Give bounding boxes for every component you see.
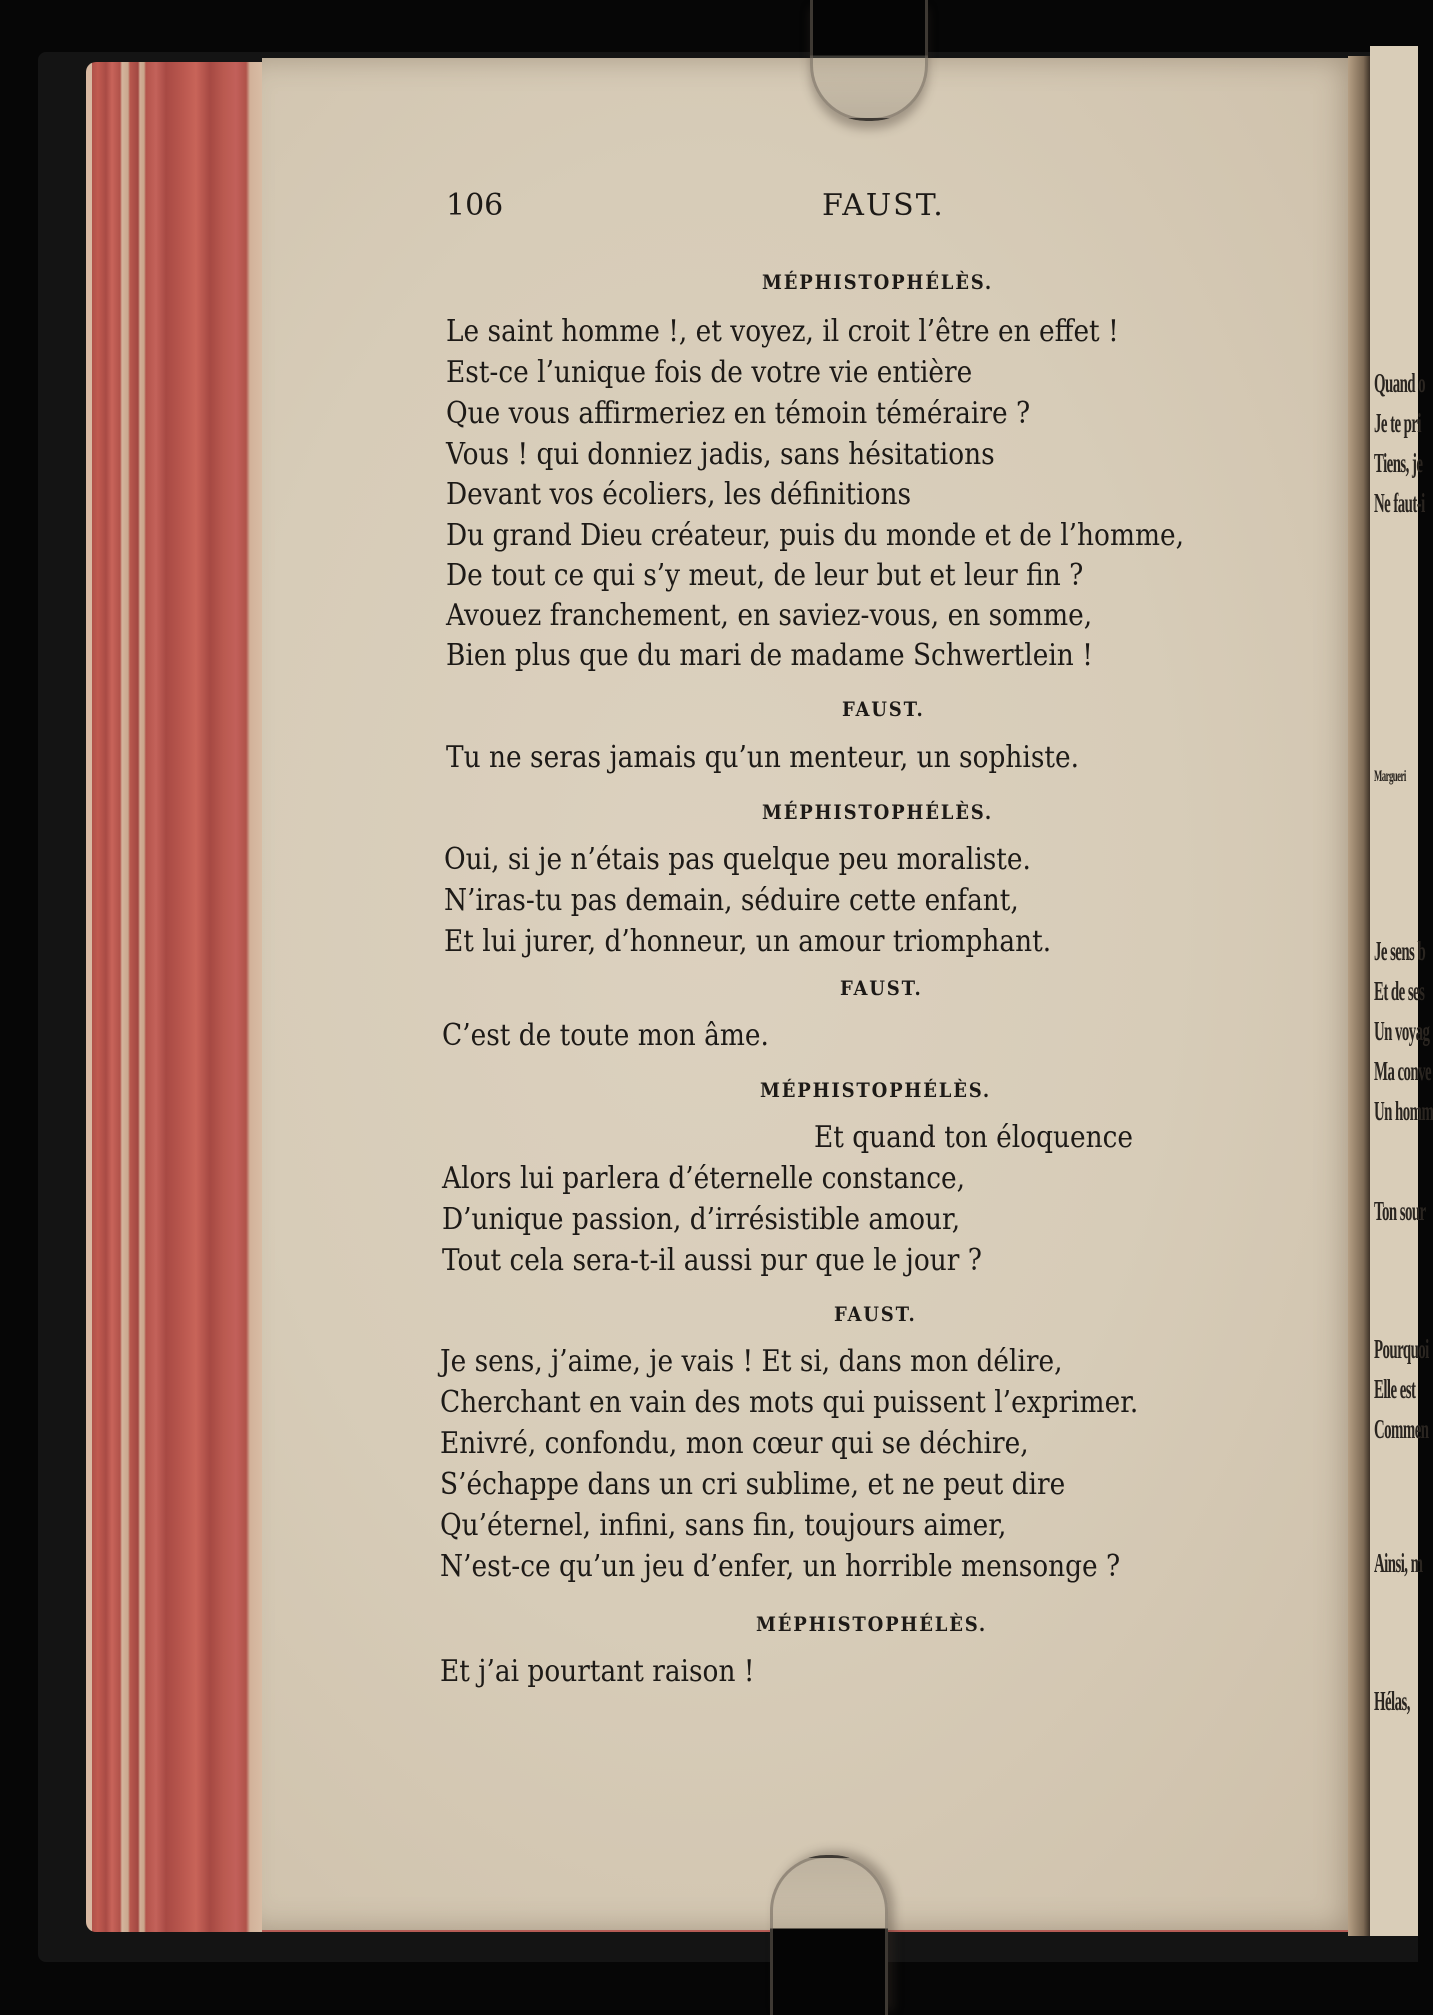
verse-line: Devant vos écoliers, les définitions	[446, 477, 912, 512]
next-page-line: Ma conve	[1374, 1056, 1432, 1086]
verse-line: Vous ! qui donniez jadis, sans hésitations	[446, 437, 995, 472]
verse-line: N’est-ce qu’un jeu d’enfer, un horrible mensonge ?	[440, 1549, 1121, 1584]
verse-line: Qu’éternel, infini, sans fin, toujours aimer,	[440, 1508, 1007, 1543]
next-page-line: Ainsi, m	[1374, 1548, 1423, 1578]
next-page-line: Elle est	[1374, 1374, 1416, 1404]
speaker-name: FAUST.	[834, 1302, 917, 1326]
book-gutter	[1348, 56, 1370, 1936]
page-edges-red	[86, 62, 262, 1932]
page-clip-top	[810, 0, 928, 121]
verse-line: C’est de toute mon âme.	[442, 1018, 769, 1053]
verse-line: Est-ce l’unique fois de votre vie entière	[446, 355, 973, 390]
verse-line: D’unique passion, d’irrésistible amour,	[442, 1202, 961, 1237]
speaker-name: MÉPHISTOPHÉLÈS.	[762, 800, 993, 824]
next-page-line: Je te pri	[1374, 408, 1422, 438]
verse-line: Du grand Dieu créateur, puis du monde et de l’homme,	[446, 518, 1185, 553]
speaker-name: MÉPHISTOPHÉLÈS.	[760, 1078, 991, 1102]
next-page-line: Ton sour	[1374, 1196, 1426, 1226]
next-page-line: Et de ses	[1374, 976, 1425, 1006]
next-page-line: Ne faut-i	[1374, 488, 1425, 518]
verse-line: Et quand ton éloquence	[814, 1120, 1134, 1155]
next-page-line: Hélas,	[1374, 1686, 1410, 1716]
verse-line: Et lui jurer, d’honneur, un amour triomphant.	[444, 924, 1052, 959]
next-page-line: Quand o	[1374, 368, 1426, 398]
verse-line: Oui, si je n’étais pas quelque peu moraliste.	[444, 842, 1031, 877]
verse-line: Bien plus que du mari de madame Schwertlein !	[446, 638, 1093, 673]
verse-line: S’échappe dans un cri sublime, et ne peut dire	[440, 1467, 1066, 1502]
next-page	[1370, 46, 1433, 1936]
verse-line: Je sens, j’aime, je vais ! Et si, dans mon délire,	[440, 1344, 1063, 1379]
page-number: 106	[446, 188, 504, 223]
page-clip-bottom	[770, 1855, 888, 2015]
verse-line: Tout cela sera-t-il aussi pur que le jour ?	[442, 1243, 982, 1278]
speaker-name: FAUST.	[840, 976, 923, 1000]
next-page-speaker: Margueri	[1374, 768, 1406, 785]
verse-line: De tout ce qui s’y meut, de leur but et leur fin ?	[446, 558, 1084, 593]
next-page-line: Je sens b	[1374, 936, 1426, 966]
running-head: FAUST.	[822, 188, 945, 223]
verse-line: Que vous affirmeriez en témoin téméraire ?	[446, 396, 1031, 431]
speaker-name: MÉPHISTOPHÉLÈS.	[762, 270, 993, 294]
speaker-name: MÉPHISTOPHÉLÈS.	[756, 1612, 987, 1636]
next-page-line: Un homm	[1374, 1096, 1433, 1126]
next-page-line: Un voyag	[1374, 1016, 1430, 1046]
verse-line: Avouez franchement, en saviez-vous, en somme,	[446, 598, 1093, 633]
next-page-line: Pourquoi	[1374, 1334, 1429, 1364]
verse-line: Enivré, confondu, mon cœur qui se déchire,	[440, 1426, 1029, 1461]
verse-line: Cherchant en vain des mots qui puissent l’exprimer.	[440, 1385, 1139, 1420]
next-page-line: Commen	[1374, 1414, 1429, 1444]
verse-line: Le saint homme !, et voyez, il croit l’être en effet !	[446, 314, 1119, 349]
next-page-line: Tiens, je	[1374, 448, 1423, 478]
verse-line: Tu ne seras jamais qu’un menteur, un sophiste.	[446, 740, 1080, 775]
speaker-name: FAUST.	[842, 697, 925, 721]
verse-line: Alors lui parlera d’éternelle constance,	[442, 1161, 966, 1196]
verse-line: N’iras-tu pas demain, séduire cette enfant,	[444, 883, 1019, 918]
verse-line: Et j’ai pourtant raison !	[440, 1654, 755, 1689]
